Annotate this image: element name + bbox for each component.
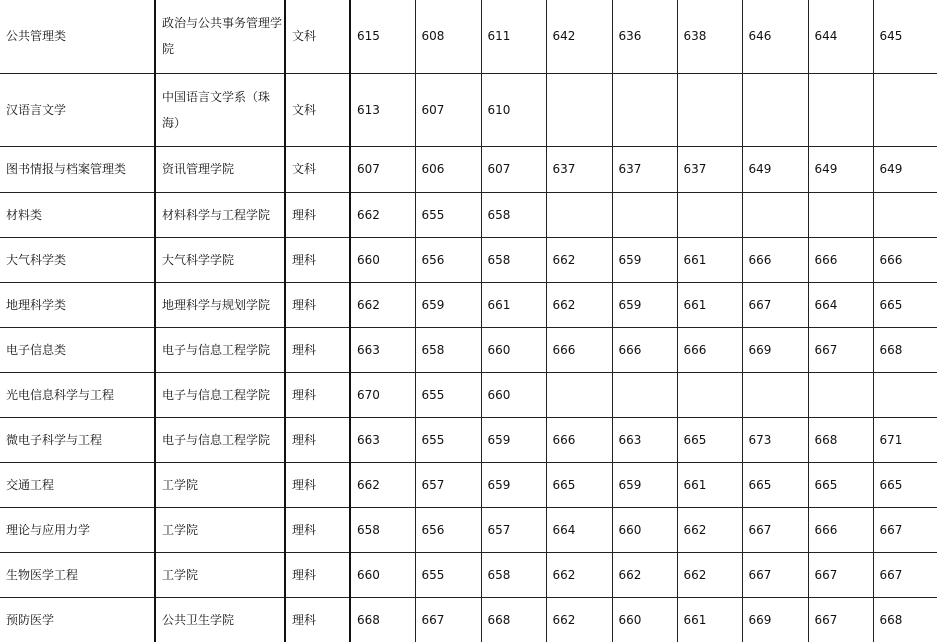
score-cell (546, 73, 612, 146)
score-cell: 667 (873, 552, 937, 597)
score-cell: 665 (808, 462, 873, 507)
score-cell: 659 (481, 417, 546, 462)
score-cell: 666 (546, 327, 612, 372)
score-cell: 664 (808, 282, 873, 327)
score-cell (873, 192, 937, 237)
major-cell: 交通工程 (0, 462, 155, 507)
track-cell: 理科 (285, 372, 350, 417)
score-cell (612, 73, 677, 146)
score-cell: 656 (415, 507, 481, 552)
score-cell: 660 (350, 237, 415, 282)
score-cell: 666 (808, 507, 873, 552)
score-cell (677, 73, 742, 146)
score-cell: 667 (808, 552, 873, 597)
score-cell: 662 (350, 462, 415, 507)
score-cell: 655 (415, 552, 481, 597)
score-cell: 611 (481, 0, 546, 73)
major-cell: 电子信息类 (0, 327, 155, 372)
score-cell: 665 (677, 417, 742, 462)
score-cell: 655 (415, 372, 481, 417)
score-cell: 657 (415, 462, 481, 507)
score-cell: 645 (873, 0, 937, 73)
major-cell: 公共管理类 (0, 0, 155, 73)
college-cell: 地理科学与规划学院 (155, 282, 285, 327)
score-cell: 659 (612, 462, 677, 507)
score-cell: 666 (677, 327, 742, 372)
score-cell: 658 (481, 552, 546, 597)
score-cell: 665 (873, 282, 937, 327)
score-cell: 662 (677, 507, 742, 552)
score-cell (742, 372, 808, 417)
score-cell: 658 (350, 507, 415, 552)
score-cell: 660 (481, 372, 546, 417)
score-cell: 659 (612, 282, 677, 327)
score-cell (612, 192, 677, 237)
score-cell: 667 (873, 507, 937, 552)
table-row (0, 192, 937, 237)
score-cell: 669 (742, 597, 808, 642)
score-cell: 673 (742, 417, 808, 462)
college-cell: 政治与公共事务管理学院 (155, 0, 285, 73)
table-row (0, 73, 937, 146)
college-cell: 电子与信息工程学院 (155, 327, 285, 372)
score-cell: 656 (415, 237, 481, 282)
table-row (0, 462, 937, 507)
table-row (0, 372, 937, 417)
score-cell: 661 (677, 237, 742, 282)
score-cell: 649 (742, 146, 808, 192)
score-cell: 660 (612, 507, 677, 552)
track-cell: 理科 (285, 552, 350, 597)
college-cell: 大气科学学院 (155, 237, 285, 282)
score-cell: 613 (350, 73, 415, 146)
score-cell: 666 (742, 237, 808, 282)
score-cell: 662 (677, 552, 742, 597)
college-cell: 工学院 (155, 552, 285, 597)
score-cell: 667 (742, 507, 808, 552)
track-cell: 理科 (285, 597, 350, 642)
major-cell: 理论与应用力学 (0, 507, 155, 552)
table-row (0, 417, 937, 462)
score-cell (612, 372, 677, 417)
score-cell: 668 (873, 597, 937, 642)
score-cell: 669 (742, 327, 808, 372)
track-cell: 理科 (285, 417, 350, 462)
score-cell: 655 (415, 192, 481, 237)
major-cell: 大气科学类 (0, 237, 155, 282)
college-cell: 材料科学与工程学院 (155, 192, 285, 237)
score-cell: 663 (350, 417, 415, 462)
major-cell: 地理科学类 (0, 282, 155, 327)
college-cell: 电子与信息工程学院 (155, 417, 285, 462)
score-cell: 661 (677, 462, 742, 507)
score-cell (808, 372, 873, 417)
score-cell: 665 (873, 462, 937, 507)
score-cell: 615 (350, 0, 415, 73)
score-cell: 662 (546, 237, 612, 282)
score-cell: 658 (481, 192, 546, 237)
score-cell (677, 372, 742, 417)
score-cell: 658 (415, 327, 481, 372)
score-cell: 607 (350, 146, 415, 192)
score-cell: 661 (677, 597, 742, 642)
score-cell: 666 (546, 417, 612, 462)
score-cell: 657 (481, 507, 546, 552)
score-cell: 610 (481, 73, 546, 146)
score-cell: 662 (350, 192, 415, 237)
score-cell: 662 (546, 282, 612, 327)
score-cell: 607 (481, 146, 546, 192)
table-row (0, 327, 937, 372)
track-cell: 理科 (285, 507, 350, 552)
score-cell (546, 192, 612, 237)
track-cell: 文科 (285, 146, 350, 192)
score-cell: 661 (677, 282, 742, 327)
track-cell: 理科 (285, 462, 350, 507)
major-cell: 图书情报与档案管理类 (0, 146, 155, 192)
score-cell: 665 (742, 462, 808, 507)
score-cell (873, 372, 937, 417)
score-cell: 666 (808, 237, 873, 282)
score-cell: 637 (546, 146, 612, 192)
score-cell: 662 (612, 552, 677, 597)
score-cell: 637 (677, 146, 742, 192)
score-cell: 667 (415, 597, 481, 642)
score-cell (742, 73, 808, 146)
score-cell: 660 (612, 597, 677, 642)
score-cell: 655 (415, 417, 481, 462)
score-cell: 667 (808, 327, 873, 372)
score-cell: 668 (808, 417, 873, 462)
table-row (0, 237, 937, 282)
score-cell: 637 (612, 146, 677, 192)
track-cell: 文科 (285, 73, 350, 146)
score-cell: 664 (546, 507, 612, 552)
score-cell: 668 (873, 327, 937, 372)
track-cell: 理科 (285, 327, 350, 372)
score-cell: 667 (742, 282, 808, 327)
track-cell: 理科 (285, 237, 350, 282)
score-cell: 607 (415, 73, 481, 146)
college-cell: 中国语言文学系（珠海） (155, 73, 285, 146)
score-cell: 659 (415, 282, 481, 327)
major-cell: 生物医学工程 (0, 552, 155, 597)
track-cell: 理科 (285, 282, 350, 327)
table-row (0, 282, 937, 327)
table-row (0, 507, 937, 552)
score-cell (677, 192, 742, 237)
table-row (0, 146, 937, 192)
score-cell: 667 (808, 597, 873, 642)
college-cell: 工学院 (155, 507, 285, 552)
score-cell: 644 (808, 0, 873, 73)
major-cell: 汉语言文学 (0, 73, 155, 146)
track-cell: 文科 (285, 0, 350, 73)
score-cell: 659 (612, 237, 677, 282)
table-row (0, 597, 937, 642)
score-cell (808, 73, 873, 146)
score-cell: 662 (546, 597, 612, 642)
table-row (0, 552, 937, 597)
score-cell: 663 (350, 327, 415, 372)
score-cell: 661 (481, 282, 546, 327)
major-cell: 光电信息科学与工程 (0, 372, 155, 417)
major-cell: 预防医学 (0, 597, 155, 642)
score-cell: 662 (350, 282, 415, 327)
score-cell: 670 (350, 372, 415, 417)
score-cell: 642 (546, 0, 612, 73)
score-cell: 671 (873, 417, 937, 462)
score-cell: 658 (481, 237, 546, 282)
major-cell: 微电子科学与工程 (0, 417, 155, 462)
score-cell: 663 (612, 417, 677, 462)
table-row (0, 0, 937, 73)
score-cell (546, 372, 612, 417)
score-cell: 668 (350, 597, 415, 642)
college-cell: 工学院 (155, 462, 285, 507)
score-cell: 649 (873, 146, 937, 192)
score-cell: 646 (742, 0, 808, 73)
score-cell: 660 (481, 327, 546, 372)
score-cell: 666 (873, 237, 937, 282)
score-cell: 668 (481, 597, 546, 642)
score-cell: 659 (481, 462, 546, 507)
track-cell: 理科 (285, 192, 350, 237)
score-cell: 660 (350, 552, 415, 597)
score-cell: 608 (415, 0, 481, 73)
score-cell: 667 (742, 552, 808, 597)
college-cell: 公共卫生学院 (155, 597, 285, 642)
major-cell: 材料类 (0, 192, 155, 237)
score-cell: 649 (808, 146, 873, 192)
score-cell: 662 (546, 552, 612, 597)
score-cell (808, 192, 873, 237)
score-cell: 665 (546, 462, 612, 507)
college-cell: 资讯管理学院 (155, 146, 285, 192)
score-cell: 606 (415, 146, 481, 192)
score-cell: 638 (677, 0, 742, 73)
college-cell: 电子与信息工程学院 (155, 372, 285, 417)
score-cell: 636 (612, 0, 677, 73)
score-cell (742, 192, 808, 237)
score-cell: 666 (612, 327, 677, 372)
score-cell (873, 73, 937, 146)
